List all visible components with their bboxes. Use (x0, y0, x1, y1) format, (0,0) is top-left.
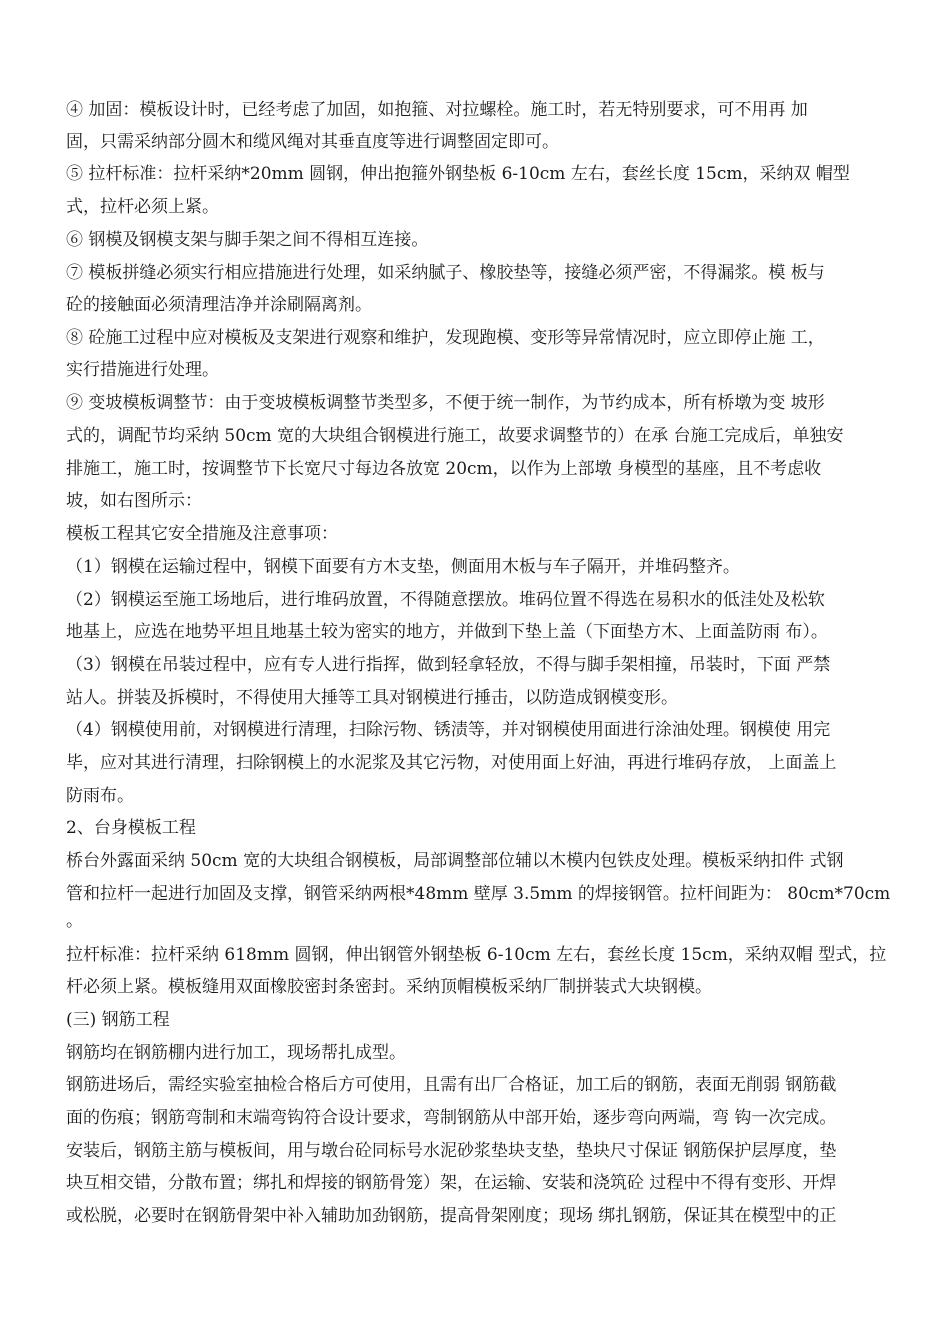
text-line: 桥台外露面采纳 50cm 宽的大块组合钢模板，局部调整部位辅以木模内包铁皮处理。模板采纳扣件 式钢 (66, 851, 844, 871)
text-line: ⑤ 拉杆标准：拉杆采纳*20mm 圆钢，伸出抱箍外钢垫板 6-10cm 左右，套丝长度 15cm，采纳双 帽型 (66, 164, 850, 184)
text-line: 或松脱，必要时在钢筋骨架中补入辅助加劲钢筋，提高骨架刚度；现场 绑扎钢筋，保证其在模型中的正 (66, 1206, 837, 1226)
text-line: ⑥ 钢模及钢模支架与脚手架之间不得相互连接。 (66, 230, 429, 250)
text-line: ⑧ 砼施工过程中应对模板及支架进行观察和维护，发现跑模、变形等异常情况时，应立即停止施 工， (66, 328, 825, 348)
text-line: ⑦ 模板拼缝必须实行相应措施进行处理，如采纳腻子、橡胶垫等，接缝必须严密，不得漏浆。模 板与 (66, 263, 825, 283)
text-line: 式，拉杆必须上紧。 (66, 197, 219, 217)
text-line: （4）钢模使用前，对钢模进行清理，扫除污物、锈渍等，并对钢模使用面进行涂油处理。钢模使 用完 (66, 720, 831, 740)
text-line: ④ 加固：模板设计时，已经考虑了加固，如抱箍、对拉螺栓。施工时，若无特别要求，可不用再 加 (66, 100, 808, 120)
text-line: （2）钢模运至施工场地后，进行堆码放置，不得随意摆放。堆码位置不得选在易积水的低洼处及松软 (66, 590, 825, 610)
text-line: 固，只需采纳部分圆木和缆风绳对其垂直度等进行调整固定即可。 (66, 132, 559, 152)
text-line: ⑨ 变坡模板调整节：由于变坡模板调整节类型多，不便于统一制作，为节约成本，所有桥墩为变 坡形 (66, 393, 825, 413)
text-line: 块互相交错，分散布置；绑扎和焊接的钢筋骨笼）架，在运输、安装和浇筑砼 过程中不得有变形、开焊 (66, 1173, 837, 1193)
text-line: （1）钢模在运输过程中，钢模下面要有方木支垫，侧面用木板与车子隔开，并堆码整齐。 (66, 557, 740, 577)
text-line: 面的伤痕；钢筋弯制和末端弯钩符合设计要求，弯制钢筋从中部开始，逐步弯向两端，弯 钩一次完成。 (66, 1108, 837, 1128)
text-line: 拉杆标准：拉杆采纳 618mm 圆钢，伸出钢管外钢垫板 6-10cm 左右，套丝长度 15cm，采纳双帽 型式，拉 (66, 945, 887, 965)
text-line: 钢筋均在钢筋棚内进行加工，现场帮扎成型。 (66, 1043, 406, 1063)
text-line: 钢筋进场后，需经实验室抽检合格后方可使用，且需有出厂合格证，加工后的钢筋，表面无削弱 钢筋截 (66, 1075, 837, 1095)
section-heading: 模板工程其它安全措施及注意事项： (66, 524, 338, 544)
text-line: 式的，调配节均采纳 50cm 宽的大块组合钢模进行施工，故要求调整节的）在承 台施工完成后，单独安 (66, 426, 844, 446)
text-line: 防雨布。 (66, 786, 134, 806)
section-heading: (三) 钢筋工程 (66, 1010, 170, 1030)
text-line: 地基上，应选在地势平坦且地基土较为密实的地方，并做到下垫上盖（下面垫方木、上面盖防雨 布）。 (66, 622, 828, 642)
section-heading: 2、台身模板工程 (66, 818, 196, 838)
text-line: 管和拉杆一起进行加固及支撑，钢管采纳两根*48mm 壁厚 3.5mm 的焊接钢管。拉杆间距为： 80cm*70cm (66, 884, 891, 904)
text-line: （3）钢模在吊装过程中，应有专人进行指挥，做到轻拿轻放，不得与脚手架相撞，吊装时，下面 严禁 (66, 655, 831, 675)
text-line: 坡，如右图所示： (66, 491, 202, 511)
text-line: 。 (66, 911, 83, 931)
text-line: 安装后，钢筋主筋与模板间，用与墩台砼同标号水泥砂浆垫块支垫，垫块尺寸保证 钢筋保护层厚度，垫 (66, 1141, 837, 1161)
text-line: 毕，应对其进行清理，扫除钢模上的水泥浆及其它污物，对使用面上好油，再进行堆码存放， 上面盖上 (66, 753, 837, 773)
text-line: 排施工，施工时，按调整节下长宽尺寸每边各放宽 20cm，以作为上部墩 身模型的基座，且不考虑收 (66, 459, 822, 479)
text-line: 实行措施进行处理。 (66, 360, 219, 380)
text-line: 杆必须上紧。模板缝用双面橡胶密封条密封。采纳顶帽模板采纳厂制拼装式大块钢模。 (66, 977, 712, 997)
text-line: 站人。拼装及拆模时，不得使用大捶等工具对钢模进行捶击，以防造成钢模变形。 (66, 688, 678, 708)
text-line: 砼的接触面必须清理洁净并涂刷隔离剂。 (66, 295, 372, 315)
